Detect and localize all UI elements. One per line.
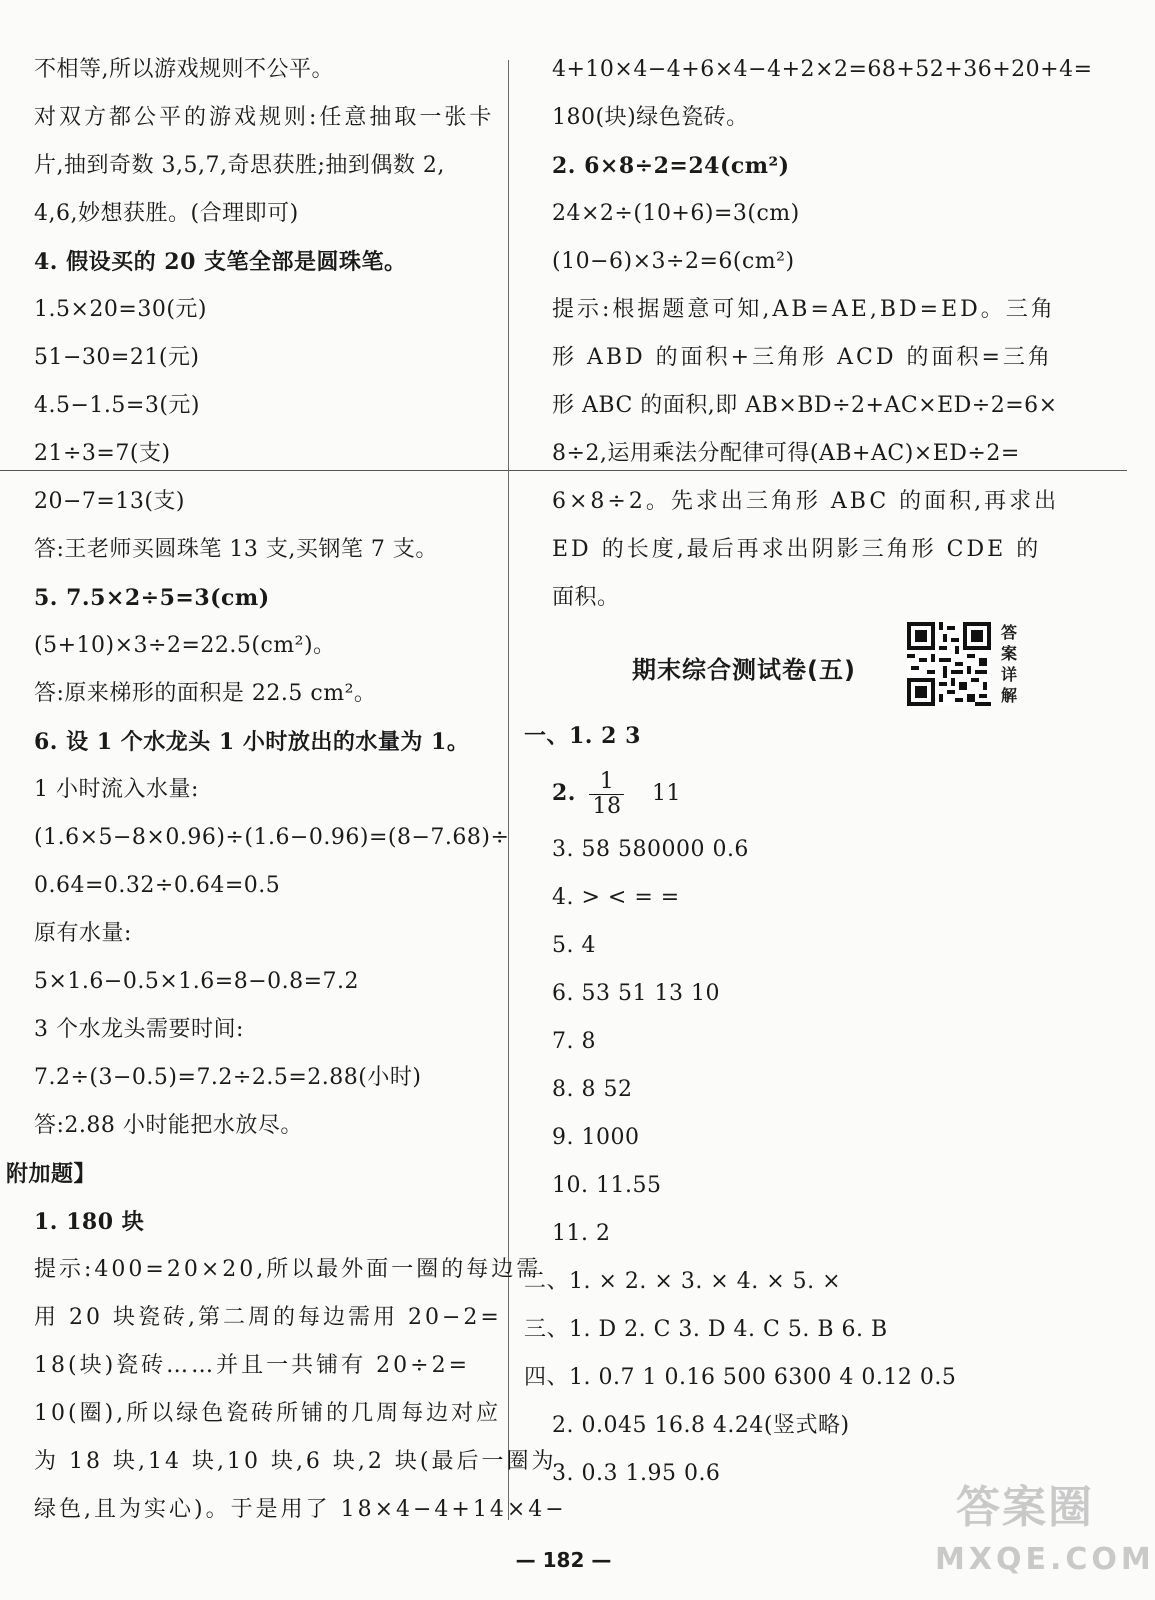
section-header — [552, 622, 1017, 712]
text-line: 20−7=13(支) — [34, 489, 186, 514]
answer-line: 2. 0.045 16.8 4.24(竖式略) — [552, 1413, 850, 1438]
qr-caption: 答案详解 — [1000, 623, 1017, 705]
watermark-url: MXQE.COM — [935, 1542, 1155, 1577]
text-line: 0.64=0.32÷0.64=0.5 — [34, 873, 281, 898]
column-divider — [508, 60, 509, 1520]
text-line: 5. 7.5×2÷5=3(cm) — [34, 585, 270, 611]
text-line: 提示:400=20×20,所以最外面一圈的每边需 — [34, 1257, 542, 1282]
text-line: 1 小时流入水量: — [34, 777, 199, 802]
text-line: 用 20 块瓷砖,第二周的每边需用 20−2= — [34, 1305, 502, 1330]
watermark-logo — [935, 1476, 1155, 1596]
section-title: 期末综合测试卷(五) — [632, 656, 856, 684]
watermark-text: 答案圈 — [956, 1482, 1094, 1533]
answer-line: 5. 4 — [552, 933, 596, 958]
answer-line: 3. 0.3 1.95 0.6 — [552, 1461, 721, 1486]
answer-line: 11. 2 — [552, 1221, 611, 1246]
text-line: 51−30=21(元) — [34, 345, 200, 370]
text-line: 答:王老师买圆珠笔 13 支,买钢笔 7 支。 — [34, 537, 438, 562]
answer-line: 四、1. 0.7 1 0.16 500 6300 4 0.12 0.5 — [524, 1365, 957, 1390]
answer-line: 三、1. D 2. C 3. D 4. C 5. B 6. B — [524, 1317, 888, 1342]
text-line: 8÷2,运用乘法分配律可得(AB+AC)×ED÷2= — [552, 441, 1020, 466]
answer-line: 10. 11.55 — [552, 1173, 662, 1198]
answer-line: 8. 8 52 — [552, 1077, 633, 1102]
text-line: 为 18 块,14 块,10 块,6 块,2 块(最后一圈为 — [34, 1449, 557, 1474]
text-line: 不相等,所以游戏规则不公平。 — [34, 57, 334, 82]
text-line: 原有水量: — [34, 921, 132, 946]
text-line: 4+10×4−4+6×4−4+2×2=68+52+36+20+4= — [552, 57, 1093, 82]
answer-line: 9. 1000 — [552, 1125, 640, 1150]
text-line: 提示:根据题意可知,AB=AE,BD=ED。三角 — [552, 297, 1056, 322]
text-line: 4.5−1.5=3(元) — [34, 393, 201, 418]
text-line: 面积。 — [552, 585, 620, 610]
right-column — [524, 46, 1093, 1498]
answer-line: 3. 58 580000 0.6 — [552, 837, 749, 862]
section-heading-extra: 附加题】 — [6, 1161, 97, 1187]
fraction-numerator: 1 — [589, 770, 624, 795]
text-line: 3 个水龙头需要时间: — [34, 1017, 244, 1042]
text-line: 21÷3=7(支) — [34, 441, 171, 466]
answer-line: 二、1. × 2. × 3. × 4. × 5. × — [524, 1269, 842, 1294]
text-line: 4. 假设买的 20 支笔全部是圆珠笔。 — [34, 249, 407, 275]
text-line: (10−6)×3÷2=6(cm²) — [552, 249, 795, 274]
fraction-denominator: 18 — [592, 793, 622, 819]
qr-code-icon[interactable] — [907, 622, 991, 706]
text-line: 10(圈),所以绿色瓷砖所铺的几周每边对应 — [34, 1401, 502, 1426]
text-line: 答:2.88 小时能把水放尽。 — [34, 1113, 303, 1138]
text-line: 5×1.6−0.5×1.6=8−0.8=7.2 — [34, 969, 360, 994]
answer-line: 一、1. 2 3 — [524, 723, 641, 749]
text-line: 4,6,妙想获胜。(合理即可) — [34, 201, 299, 226]
text-line: 6×8÷2。先求出三角形 ABC 的面积,再求出 — [552, 489, 1060, 514]
text-line: 6. 设 1 个水龙头 1 小时放出的水量为 1。 — [34, 729, 470, 755]
left-column — [6, 46, 567, 1534]
answer-value: 11 — [651, 781, 681, 806]
answer-number: 2. — [552, 780, 576, 806]
text-line: 形 ABC 的面积,即 AB×BD÷2+AC×ED÷2=6× — [552, 393, 1058, 418]
text-line: 2. 6×8÷2=24(cm²) — [552, 153, 790, 179]
text-line: 18(块)瓷砖……并且一共铺有 20÷2= — [34, 1353, 471, 1378]
text-line: 180(块)绿色瓷砖。 — [552, 105, 749, 130]
text-line: 片,抽到奇数 3,5,7,奇思获胜;抽到偶数 2, — [34, 153, 445, 178]
text-line: 形 ABD 的面积+三角形 ACD 的面积=三角 — [552, 345, 1053, 370]
text-line: ED 的长度,最后再求出阴影三角形 CDE 的 — [552, 537, 1042, 562]
answer-line: 7. 8 — [552, 1029, 596, 1054]
page-number: — 182 — — [515, 1548, 612, 1572]
text-line: 7.2÷(3−0.5)=7.2÷2.5=2.88(小时) — [34, 1065, 422, 1090]
text-line: (1.6×5−8×0.96)÷(1.6−0.96)=(8−7.68)÷ — [34, 825, 510, 850]
text-line: (5+10)×3÷2=22.5(cm²)。 — [34, 633, 336, 658]
fraction — [589, 770, 624, 819]
answer-line: 6. 53 51 13 10 — [552, 981, 720, 1006]
answer-line-fraction — [552, 760, 1012, 826]
text-line: 绿色,且为实心)。于是用了 18×4−4+14×4− — [34, 1497, 567, 1522]
text-line: 答:原来梯形的面积是 22.5 cm²。 — [34, 681, 377, 706]
answer-line: 4. > < = = — [552, 885, 680, 910]
text-line: 1.5×20=30(元) — [34, 297, 208, 322]
text-line: 1. 180 块 — [34, 1209, 145, 1235]
text-line: 对双方都公平的游戏规则:任意抽取一张卡 — [34, 105, 495, 130]
text-line: 24×2÷(10+6)=3(cm) — [552, 201, 800, 226]
